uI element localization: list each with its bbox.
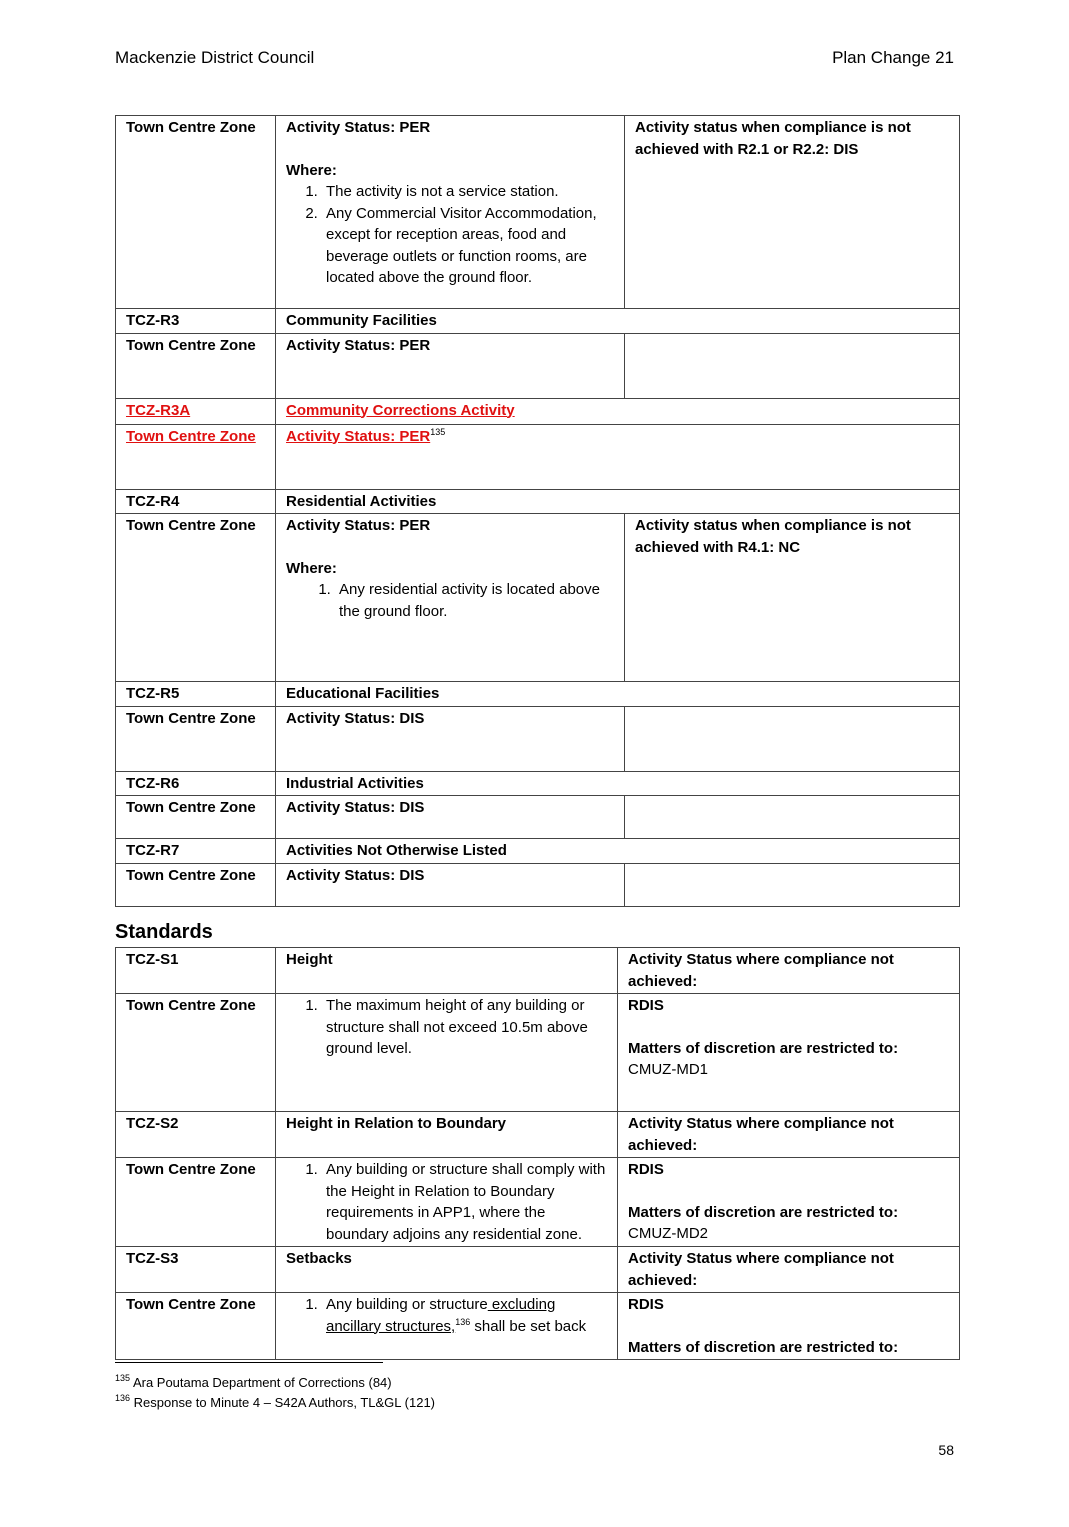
- standard-title: Height in Relation to Boundary: [276, 1112, 618, 1158]
- list-item: 1. Any residential activity is located above the ground floor.: [335, 579, 616, 622]
- rule-code: TCZ-R5: [116, 682, 276, 707]
- rule-title: Industrial Activities: [276, 771, 960, 796]
- table-row: [116, 424, 960, 489]
- footnote-text: Ara Poutama Department of Corrections (84): [132, 1375, 392, 1390]
- rule-code: TCZ-R4: [116, 489, 276, 514]
- condition-list: [286, 995, 609, 1060]
- list-item: 1. The activity is not a service station.: [322, 181, 616, 203]
- activity-status: [276, 424, 960, 489]
- zone-cell: Town Centre Zone: [116, 1293, 276, 1360]
- standard-code: TCZ-S1: [116, 948, 276, 994]
- standard-title: Height: [276, 948, 618, 994]
- standard-code: TCZ-S2: [116, 1112, 276, 1158]
- page-number: 58: [938, 1442, 954, 1458]
- table-row: [116, 1112, 960, 1158]
- noncompliance-cell: [625, 333, 960, 398]
- item-text: shall be set back: [470, 1317, 587, 1335]
- table-row: [116, 994, 960, 1112]
- zone-cell: Town Centre Zone: [116, 333, 276, 398]
- matters-reference: CMUZ-MD1: [628, 1061, 708, 1078]
- table-row: [116, 706, 960, 771]
- matters-label: Matters of discretion are restricted to:: [628, 1203, 899, 1221]
- section-heading: Standards: [115, 921, 213, 943]
- noncompliance-header: Activity Status where compliance not achieved:: [618, 1247, 960, 1293]
- noncompliance-cell: [625, 706, 960, 771]
- footnote-ref[interactable]: 135: [430, 426, 446, 437]
- table-row: [116, 1158, 960, 1247]
- noncompliance-cell: [625, 796, 960, 839]
- noncompliance-header: Activity Status where compliance not achieved:: [618, 1112, 960, 1158]
- footnote-separator: [115, 1362, 383, 1363]
- item-text: Any building or structure: [326, 1296, 488, 1313]
- zone-cell: Town Centre Zone: [116, 863, 276, 906]
- standards-table: [115, 947, 960, 1360]
- activity-status: Activity Status: DIS: [276, 706, 625, 771]
- zone-cell: Town Centre Zone: [116, 514, 276, 682]
- activity-status: RDIS: [628, 997, 664, 1014]
- zone-cell: Town Centre Zone: [116, 116, 276, 309]
- rule-title: Activities Not Otherwise Listed: [276, 839, 960, 864]
- noncompliance-cell: Activity status when compliance is not achieved with R4.1: NC: [625, 514, 960, 682]
- noncompliance-cell: Activity status when compliance is not achieved with R2.1 or R2.2: DIS: [625, 116, 960, 309]
- activity-status: Activity Status: DIS: [276, 796, 625, 839]
- noncompliance-cell: [625, 863, 960, 906]
- list-item: 1. Any building or structure shall comply with the Height in Relation to Boundary requirements in APP1, where the boundary adjoins any residential zone.: [322, 1159, 609, 1245]
- footnote: [115, 1395, 435, 1410]
- condition-list: [286, 181, 616, 289]
- condition-list: [286, 579, 616, 622]
- activity-status: Activity Status: PER: [286, 119, 431, 136]
- matters-label: Matters of discretion are restricted to:: [628, 1039, 899, 1057]
- activity-status: RDIS: [628, 1296, 664, 1313]
- noncompliance-cell: [618, 1158, 960, 1247]
- rule-title: [276, 398, 960, 424]
- rule-code: TCZ-R6: [116, 771, 276, 796]
- rules-table: [115, 115, 960, 907]
- table-row: [116, 1293, 960, 1360]
- footnote-text: Response to Minute 4 – S42A Authors, TL&GL (121): [133, 1395, 436, 1410]
- matters-label: Matters of discretion are restricted to:: [628, 1338, 899, 1356]
- table-row: [116, 309, 960, 334]
- document-header-left: Mackenzie District Council: [115, 48, 315, 67]
- table-row: [116, 116, 960, 309]
- condition-list: [286, 1294, 609, 1337]
- noncompliance-header: Activity Status where compliance not achieved:: [618, 948, 960, 994]
- rule-body-cell: [276, 514, 625, 682]
- zone-cell: Town Centre Zone: [116, 796, 276, 839]
- condition-list: [286, 1159, 609, 1245]
- matters-reference: CMUZ-MD2: [628, 1225, 708, 1242]
- activity-status: Activity Status: DIS: [276, 863, 625, 906]
- footnote-number: 135: [115, 1373, 131, 1383]
- footnote-ref[interactable]: 136: [455, 1316, 471, 1327]
- where-label: Where:: [286, 161, 337, 179]
- table-row: [116, 489, 960, 514]
- standard-body-cell: [276, 1158, 618, 1247]
- zone-cell: Town Centre Zone: [116, 1158, 276, 1247]
- activity-status: Activity Status: PER: [286, 517, 431, 534]
- standard-body-cell: [276, 1293, 618, 1360]
- table-row: [116, 333, 960, 398]
- table-row: [116, 839, 960, 864]
- list-item: 2. Any Commercial Visitor Accommodation, except for reception areas, food and beverage outlets or function rooms, are located above the ground floor.: [322, 203, 616, 289]
- where-label: Where:: [286, 559, 337, 577]
- table-row: [116, 1247, 960, 1293]
- rule-code: TCZ-R7: [116, 839, 276, 864]
- rule-body-cell: [276, 116, 625, 309]
- zone-cell: Town Centre Zone: [116, 994, 276, 1112]
- table-row: [116, 771, 960, 796]
- standard-title: Setbacks: [276, 1247, 618, 1293]
- table-row: [116, 514, 960, 682]
- zone-cell: Town Centre Zone: [116, 706, 276, 771]
- table-row: [116, 398, 960, 424]
- inserted-text: Community Corrections Activity: [286, 401, 515, 419]
- document-header-right: Plan Change 21: [832, 48, 954, 67]
- rule-code: TCZ-R3: [116, 309, 276, 334]
- activity-status: Activity Status: PER: [276, 333, 625, 398]
- rule-code: [116, 398, 276, 424]
- rule-title: Community Facilities: [276, 309, 960, 334]
- standard-code: TCZ-S3: [116, 1247, 276, 1293]
- rule-title: Educational Facilities: [276, 682, 960, 707]
- zone-cell: [116, 424, 276, 489]
- footnote-number: 136: [115, 1393, 131, 1403]
- inserted-text: excluding ancillary structures,: [326, 1296, 556, 1335]
- inserted-text: Activity Status: PER: [286, 427, 431, 445]
- list-item: [322, 1294, 609, 1337]
- table-row: [116, 863, 960, 906]
- table-row: [116, 682, 960, 707]
- table-row: [116, 796, 960, 839]
- rule-title: Residential Activities: [276, 489, 960, 514]
- table-row: [116, 948, 960, 994]
- footnote: [115, 1375, 392, 1390]
- inserted-text: TCZ-R3A: [126, 401, 191, 419]
- noncompliance-cell: [618, 1293, 960, 1360]
- activity-status: RDIS: [628, 1161, 664, 1178]
- inserted-text: Town Centre Zone: [126, 427, 256, 445]
- list-item: 1. The maximum height of any building or structure shall not exceed 10.5m above ground level.: [322, 995, 609, 1060]
- noncompliance-cell: [618, 994, 960, 1112]
- standard-body-cell: [276, 994, 618, 1112]
